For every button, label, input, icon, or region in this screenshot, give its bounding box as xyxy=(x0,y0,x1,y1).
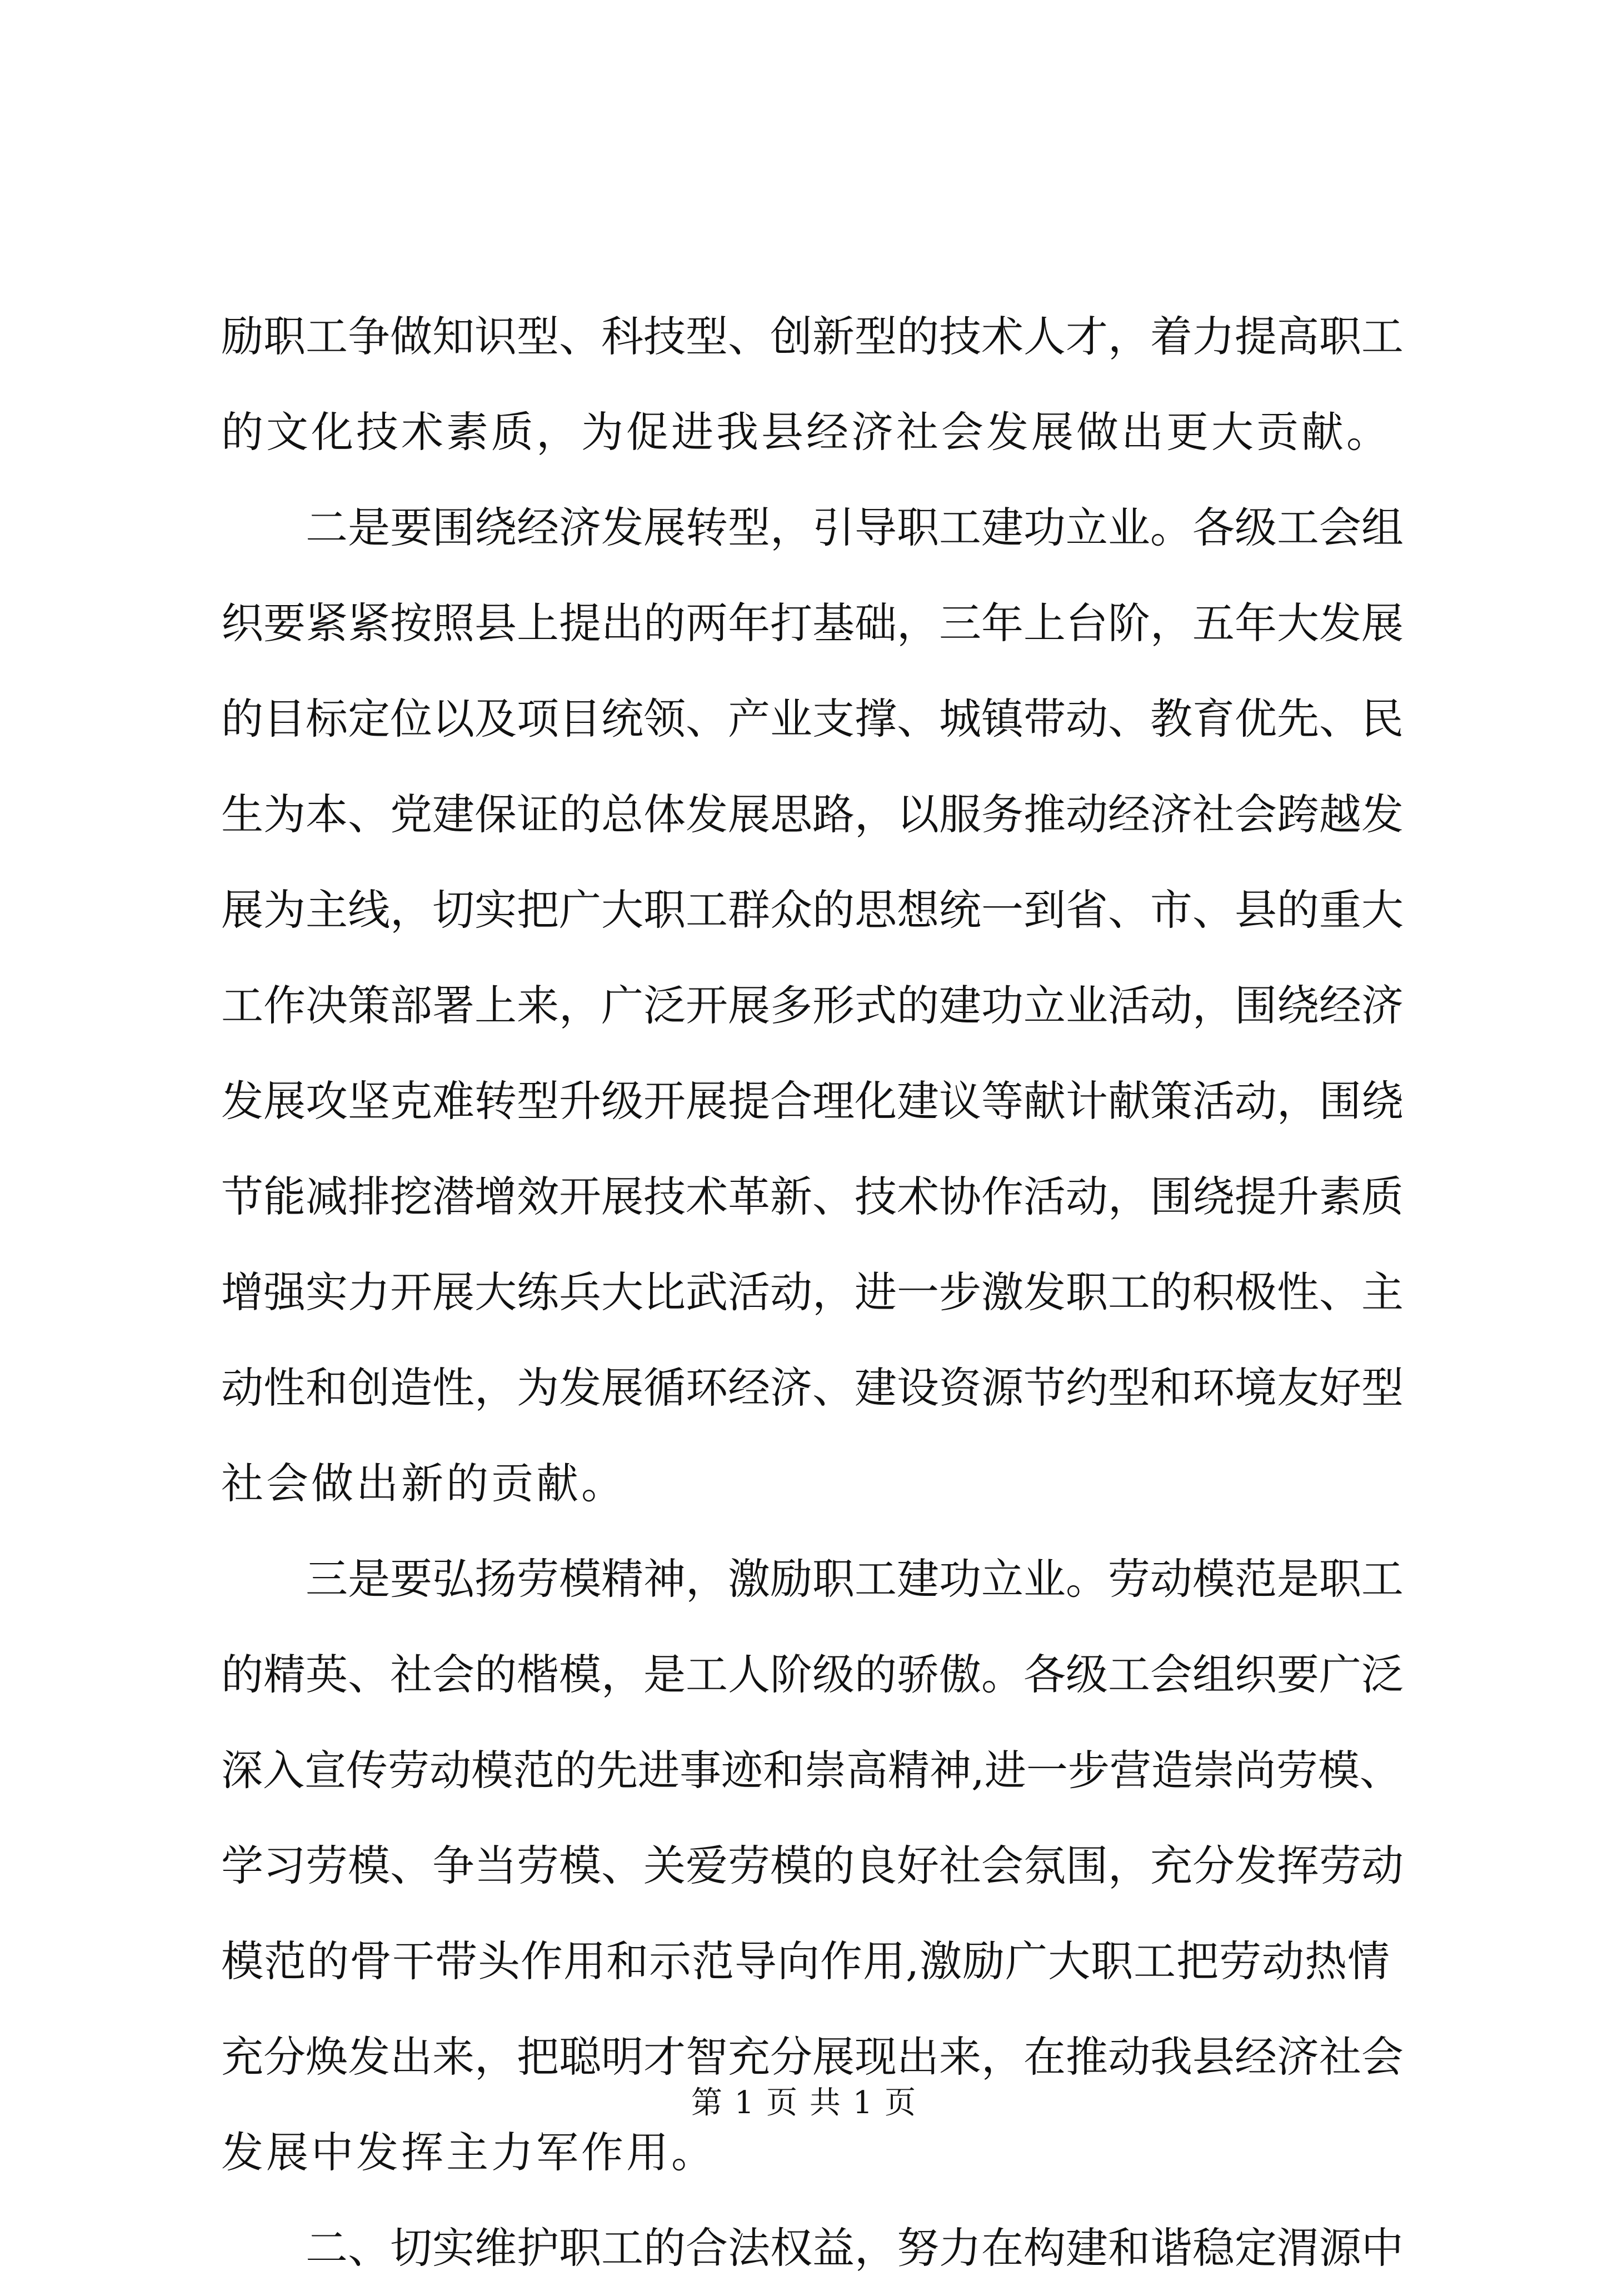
text-line: 工作决策部署上来，广泛开展多形式的建功立业活动，围绕经济 xyxy=(221,981,1404,1030)
text-line: 的精英、社会的楷模，是工人阶级的骄傲。各级工会组织要广泛 xyxy=(221,1650,1404,1699)
text-line: 二是要围绕经济发展转型，引导职工建功立业。各级工会组 xyxy=(306,503,1404,552)
text-line: 深入宣传劳动模范的先进事迹和崇高精神,进一步营造崇尚劳模、 xyxy=(221,1746,1401,1795)
text-line: 发展中发挥主力军作用。 xyxy=(221,2128,716,2177)
text-line: 二、切实维护职工的合法权益，努力在构建和谐稳定渭源中 xyxy=(306,2223,1404,2273)
text-line: 社会做出新的贡献。 xyxy=(221,1459,626,1508)
text-line: 充分焕发出来，把聪明才智充分展现出来，在推动我县经济社会 xyxy=(221,2032,1404,2082)
text-line: 学习劳模、争当劳模、关爱劳模的良好社会氛围，充分发挥劳动 xyxy=(221,1841,1404,1890)
text-line: 三是要弘扬劳模精神，激励职工建功立业。劳动模范是职工 xyxy=(306,1554,1404,1604)
text-line: 的文化技术素质，为促进我县经济社会发展做出更大贡献。 xyxy=(221,407,1391,457)
text-line: 生为本、党建保证的总体发展思路，以服务推动经济社会跨越发 xyxy=(221,790,1404,839)
text-line: 展为主线，切实把广大职工群众的思想统一到省、市、县的重大 xyxy=(221,885,1404,935)
text-line: 励职工争做知识型、科技型、创新型的技术人才，着力提高职工 xyxy=(221,312,1404,361)
page-footer: 第 1 页 共 1 页 xyxy=(691,2085,917,2121)
text-line: 节能减排挖潜增效开展技术革新、技术协作活动，围绕提升素质 xyxy=(221,1172,1404,1221)
document-body xyxy=(221,289,1405,2296)
text-line: 的目标定位以及项目统领、产业支撑、城镇带动、教育优先、民 xyxy=(221,694,1404,743)
text-line: 发展攻坚克难转型升级开展提合理化建议等献计献策活动，围绕 xyxy=(221,1076,1404,1126)
text-line: 织要紧紧按照县上提出的两年打基础，三年上台阶，五年大发展 xyxy=(221,598,1404,648)
text-line: 增强实力开展大练兵大比武活动，进一步激发职工的积极性、主 xyxy=(221,1267,1404,1317)
text-line: 动性和创造性，为发展循环经济、建设资源节约型和环境友好型 xyxy=(221,1363,1404,1412)
text-line: 模范的骨干带头作用和示范导向作用,激励广大职工把劳动热情 xyxy=(221,1936,1391,1986)
